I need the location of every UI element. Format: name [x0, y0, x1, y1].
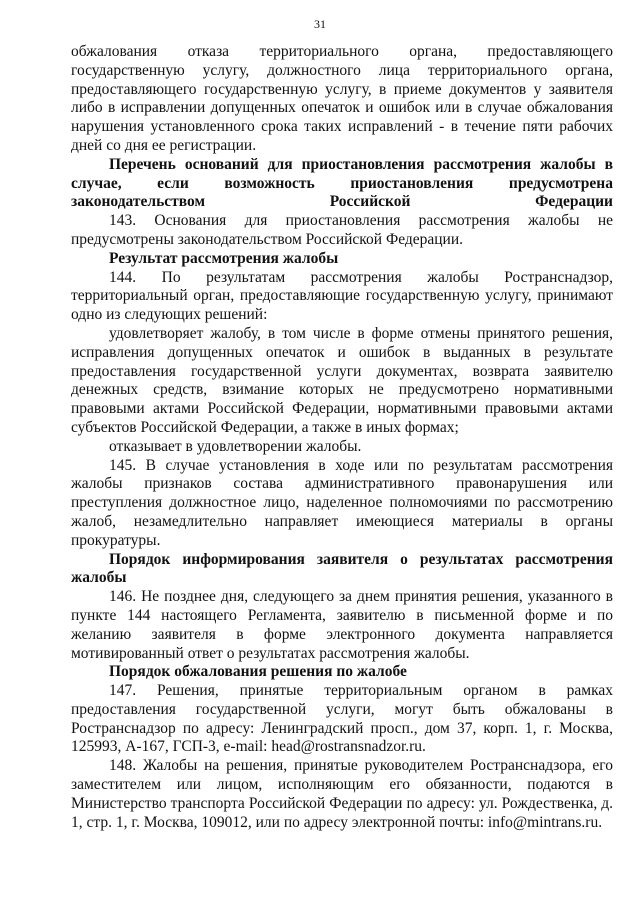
paragraph-145: 145. В случае установления в ходе или по результатам рассмотрения жалобы признаков состава административного правонарушения или преступления должностное лицо, наделенное полномочиями по рассмотрению жалоб, незамедлительно направляет имеющиеся материалы в органы прокуратуры.	[71, 456, 613, 549]
heading-applicant-informing: Порядок информирования заявителя о результатах рассмотрения жалобы	[71, 550, 613, 587]
heading-decision-appeal: Порядок обжалования решения по жалобе	[109, 663, 407, 681]
page-number: 31	[314, 17, 326, 31]
paragraph-147: 147. Решения, принятые территориальным органом в рамках предоставления государственной услуги, могут быть обжалованы в Ространснадзор по адресу: Ленинградский просп., дом 37, корп. 1, г. Москва, 125993, А-167, ГСП-3, e-mail: head@rostransnadzor.ru.	[71, 682, 613, 756]
document-body	[71, 43, 613, 832]
heading-complaint-result: Результат рассмотрения жалобы	[109, 249, 339, 267]
paragraph-148: 148. Жалобы на решения, принятые руководителем Ространснадзора, его заместителем или лицом, исполняющим его обязанности, подаются в Министерство транспорта Российской Федерации по адресу: ул. Рождественка, д. 1, стр. 1, г. Москва, 109012, или по адресу электронной почты: info@mintrans.ru.	[71, 757, 613, 831]
paragraph-144-satisfy: удовлетворяет жалобу, в том числе в форме отмены принятого решения, исправления допущенных опечаток и ошибок в выданных в результате предоставления государственной услуги документах, возврата заявителю денежных средств, взимание которых не предусмотрено нормативными правовыми актами Российской Федерации, нормативными правовыми актами субъектов Российской Федерации, а также в иных формах;	[71, 324, 613, 436]
paragraph-146: 146. Не позднее дня, следующего за днем принятия решения, указанного в пункте 144 настоящего Регламента, заявителю в письменной форме и по желанию заявителя в форме электронного документа направляется мотивированный ответ о результатах рассмотрения жалобы.	[71, 588, 613, 662]
paragraph-144: 144. По результатам рассмотрения жалобы Ространснадзор, территориальный орган, предоставляющие государственную услугу, принимают одно из следующих решений:	[71, 268, 613, 324]
paragraph-complaint-deadline: обжалования отказа территориального органа, предоставляющего государственную услугу, должностного лица территориального органа, предоставляющего государственную услугу, в приеме документов у заявителя либо в исправлении допущенных опечаток и ошибок или в случае обжалования нарушения установленного срока таких исправлений - в течение пяти рабочих дней со дня ее регистрации.	[71, 43, 613, 154]
paragraph-144-refuse: отказывает в удовлетворении жалобы.	[109, 437, 362, 455]
heading-suspension-grounds: Перечень оснований для приостановления рассмотрения жалобы в случае, если возможность приостановления предусмотрена законодательством Российской Федерации	[71, 155, 613, 211]
paragraph-143: 143. Основания для приостановления рассмотрения жалобы не предусмотрены законодательством Российской Федерации.	[71, 212, 613, 248]
